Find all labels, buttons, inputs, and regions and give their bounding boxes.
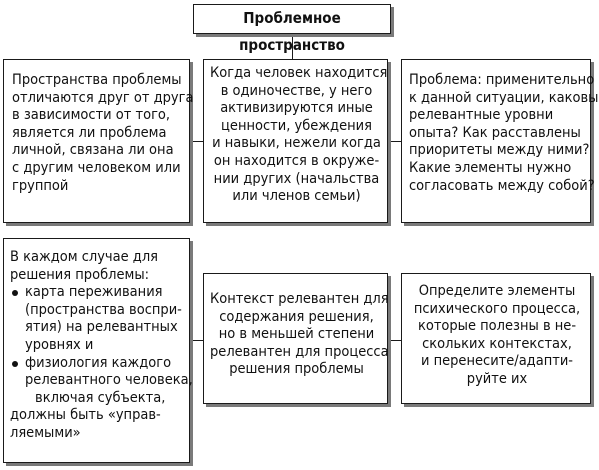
- box-text-line: физиология каждого: [25, 354, 172, 371]
- box-text-line: Когда человек находится: [210, 65, 388, 81]
- bullet-item: [10, 354, 193, 408]
- box-text-line: отличаются друг от друга: [12, 89, 194, 106]
- box-text-line: личной, связана ли она: [12, 142, 174, 159]
- box-text-line: релевантные уровни: [409, 107, 554, 124]
- box-text-line: к данной ситуации, каковы: [409, 89, 599, 106]
- box-text-line: согласовать между собой?: [409, 177, 595, 194]
- diagram-title: Проблемное пространство: [193, 4, 391, 34]
- box-text-line: ятия) на релевантных: [25, 319, 178, 336]
- box-text-line: решения проблемы: [229, 361, 364, 378]
- box-text-line: нии других (начальства: [213, 170, 380, 187]
- row2-connector-left: [190, 340, 203, 341]
- row1-right-box: [401, 59, 599, 223]
- box-text-line: ценности, убеждения: [221, 117, 372, 134]
- box-text-line: уровнях и: [25, 336, 94, 353]
- box-text-line: Проблема: применительно: [409, 72, 595, 88]
- row1-left-box: [3, 59, 194, 223]
- box-text-line: и перенесите/адапти-: [420, 353, 574, 370]
- box-text-line: Пространства проблемы: [12, 72, 182, 88]
- box-text-line: с другим человеком или: [12, 159, 181, 176]
- box-text-line: психического процесса,: [413, 300, 581, 317]
- box-text-line: но в меньшей степени: [218, 326, 375, 343]
- box-text-line: В каждом случае для: [10, 249, 159, 265]
- box-text-line: релевантен для процесса: [210, 343, 389, 360]
- box-text-line: приоритеты между ними?: [409, 142, 590, 159]
- box-text-line: решения проблемы:: [10, 266, 150, 283]
- box-text-line: он находится в окруже-: [213, 152, 380, 169]
- bullet-item: [10, 284, 186, 354]
- box-text-line: которые полезны в не-: [417, 318, 577, 335]
- box-text-line: Какие элементы нужно: [409, 159, 572, 176]
- box-text-line: является ли проблема: [12, 124, 167, 141]
- row2-right-box: [401, 273, 591, 404]
- box-text-line: релевантного человека,: [25, 372, 193, 389]
- box-text-line: в одиночестве, у него: [220, 82, 373, 99]
- box-text-line: включая субъекта,: [35, 389, 166, 406]
- box-text-line: Определите элементы: [418, 283, 576, 299]
- box-text-line: в зависимости от того,: [12, 107, 171, 124]
- row2-middle-box: [203, 273, 388, 404]
- box-text-line: содержания решения,: [219, 308, 374, 325]
- row2-connector-right: [388, 340, 401, 341]
- box-text-line: Контекст релевантен для: [210, 291, 389, 307]
- box-text-line: группой: [12, 177, 69, 194]
- row2-left-box: [3, 238, 193, 463]
- row1-connector-left: [190, 141, 203, 142]
- box-text-line: скольких контекстах,: [422, 335, 572, 352]
- box-text-line: опыта? Как расставлены: [409, 124, 581, 141]
- row1-middle-box: [203, 59, 388, 223]
- box-text-line: руйте их: [466, 370, 528, 387]
- box-text-line: ляемыми»: [10, 424, 81, 441]
- box-text-line: и навыки, нежели когда: [212, 135, 381, 152]
- box-text-line: активизируются иные: [220, 100, 373, 117]
- box-text-line: должны быть «управ-: [10, 407, 161, 424]
- box-text-line: или членов семьи): [232, 188, 361, 205]
- row1-connector-right: [388, 141, 401, 142]
- box-text-line: (пространства воспри-: [25, 301, 182, 318]
- box-text-line: карта переживания: [25, 284, 163, 301]
